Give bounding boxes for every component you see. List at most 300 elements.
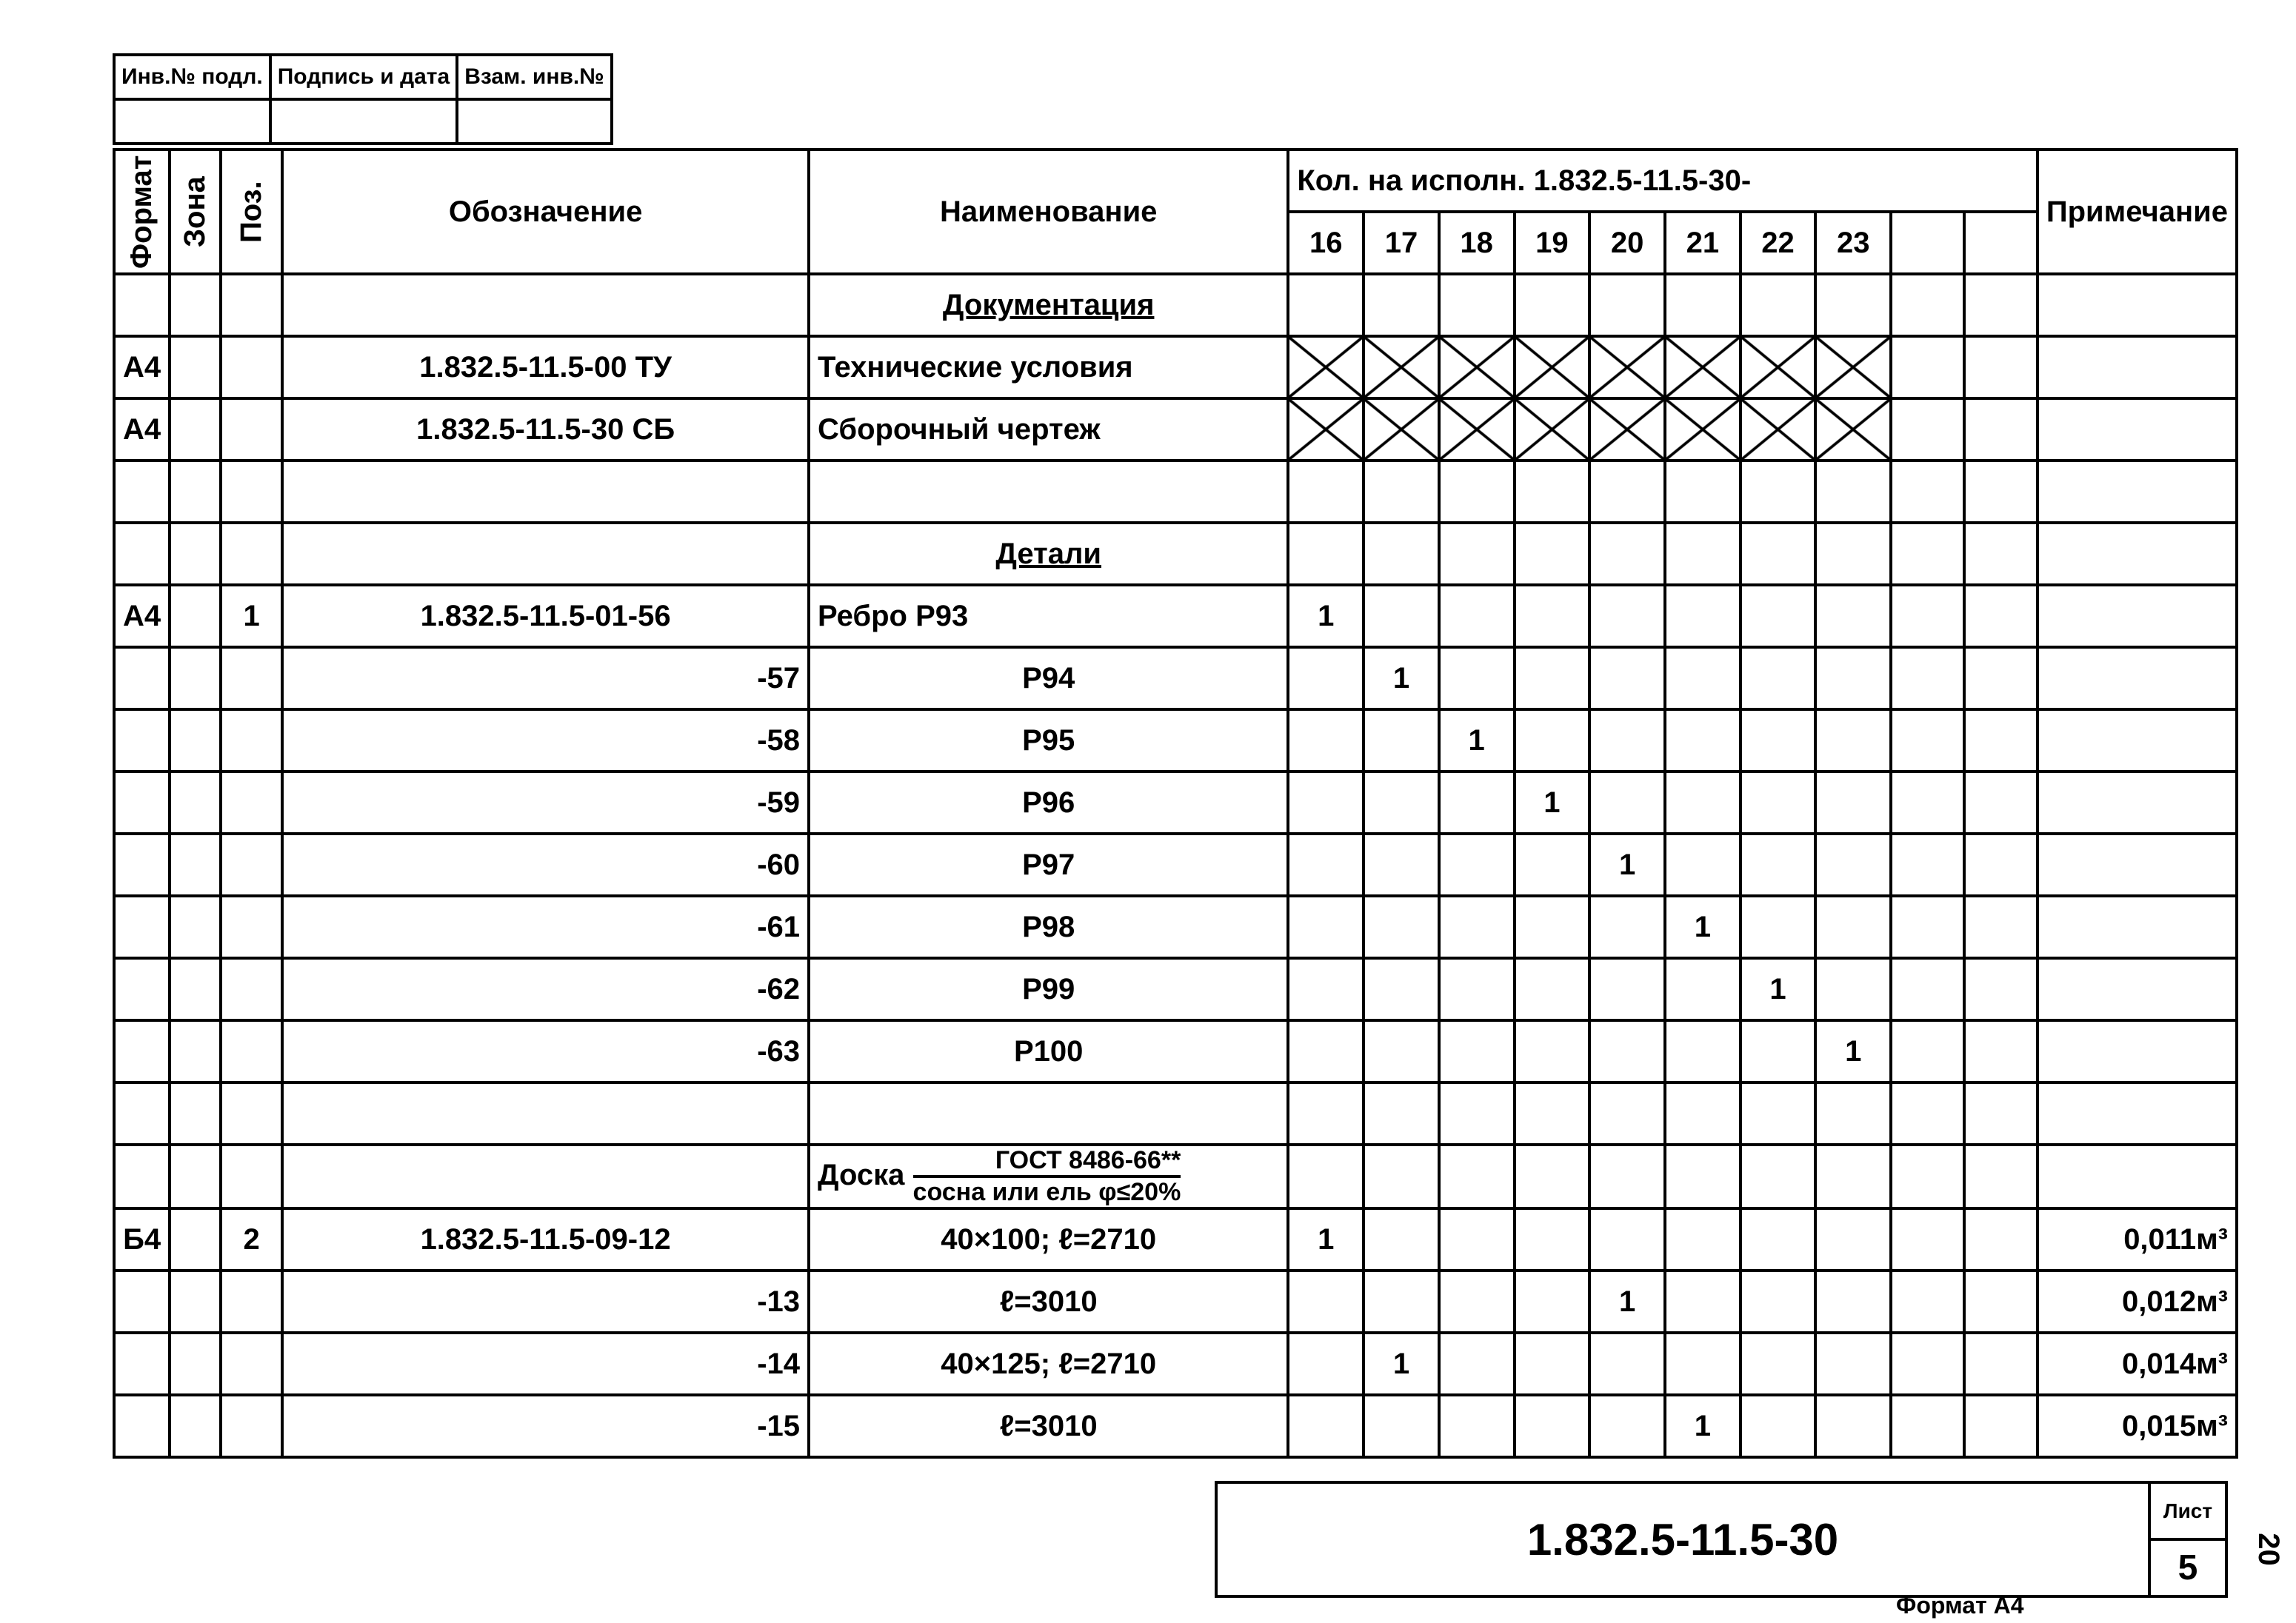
section-row (114, 523, 2237, 585)
quantity-cell (1288, 772, 1364, 834)
remarks-cell (2038, 896, 2237, 958)
table-row (114, 709, 2237, 772)
quantity-cell (1515, 1082, 1590, 1145)
quantity-cell (1665, 958, 1741, 1020)
quantity-cell (1364, 274, 1439, 336)
quantity-cell (1288, 647, 1364, 709)
quantity-cell (1364, 1208, 1439, 1271)
quantity-cell (1964, 772, 2038, 834)
quantity-cell (1439, 1395, 1515, 1457)
quantity-cell (1964, 1271, 2038, 1333)
quantity-cell (1665, 1208, 1741, 1271)
position-cell (221, 523, 282, 585)
designation-cell: -14 (282, 1333, 809, 1395)
quantity-cell (1589, 274, 1665, 336)
quantity-cell (1364, 1271, 1439, 1333)
header-name: Наименование (809, 150, 1288, 274)
board-material-spec (818, 1146, 1181, 1206)
quantity-cell (1288, 1395, 1364, 1457)
name-cell: Документация (809, 274, 1288, 336)
designation-cell (282, 274, 809, 336)
quantity-cell (1589, 647, 1665, 709)
name-cell: Ребро Р93 (809, 585, 1288, 647)
name-cell: Р99 (809, 958, 1288, 1020)
quantity-cell (1815, 585, 1891, 647)
variant-header: 23 (1815, 212, 1891, 274)
quantity-cell: 1 (1589, 834, 1665, 896)
remarks-cell (2038, 461, 2237, 523)
quantity-cell (1891, 523, 1964, 585)
quantity-cell (1815, 1271, 1891, 1333)
format-cell (114, 772, 170, 834)
quantity-cell (1665, 834, 1741, 896)
remarks-cell: 0,014м³ (2038, 1333, 2237, 1395)
remarks-cell (2038, 398, 2237, 461)
empty-row (114, 1082, 2237, 1145)
sheet-box (2148, 1484, 2225, 1595)
table-row (114, 398, 2237, 461)
position-cell (221, 958, 282, 1020)
quantity-cell (1515, 834, 1590, 896)
quantity-cell: 1 (1515, 772, 1590, 834)
quantity-cell (1741, 647, 1816, 709)
quantity-cell (1741, 461, 1816, 523)
quantity-cell (1515, 274, 1590, 336)
quantity-cell (1815, 1395, 1891, 1457)
quantity-cell (1665, 1333, 1741, 1395)
position-cell (221, 336, 282, 398)
table-row (114, 1271, 2237, 1333)
quantity-cell (1891, 772, 1964, 834)
zone-cell (170, 523, 221, 585)
quantity-cell (1364, 896, 1439, 958)
name-cell: Р94 (809, 647, 1288, 709)
quantity-cell (1364, 1395, 1439, 1457)
quantity-cell (1964, 896, 2038, 958)
format-label: Формат А4 (1896, 1592, 2024, 1619)
variant-header: 18 (1439, 212, 1515, 274)
zone-cell (170, 709, 221, 772)
remarks-cell (2038, 772, 2237, 834)
quantity-cell (1891, 274, 1964, 336)
format-cell: А4 (114, 585, 170, 647)
quantity-cell (1515, 1395, 1590, 1457)
zone-cell (170, 896, 221, 958)
sheet-label: Лист (2151, 1484, 2225, 1541)
quantity-cell (1815, 1145, 1891, 1208)
quantity-cell (1815, 523, 1891, 585)
name-cell: Детали (809, 523, 1288, 585)
quantity-cell (1439, 461, 1515, 523)
zone-cell (170, 958, 221, 1020)
position-cell (221, 1020, 282, 1082)
header-zone: Зона (170, 150, 221, 274)
quantity-cell (1515, 1208, 1590, 1271)
format-cell (114, 461, 170, 523)
remarks-cell: 0,015м³ (2038, 1395, 2237, 1457)
quantity-cell (1288, 834, 1364, 896)
table-row (114, 1333, 2237, 1395)
quantity-cell (1891, 1271, 1964, 1333)
quantity-cell (1439, 772, 1515, 834)
quantity-cell (1665, 1020, 1741, 1082)
remarks-cell (2038, 274, 2237, 336)
quantity-cell (1364, 709, 1439, 772)
quantity-cell (1815, 1208, 1891, 1271)
quantity-cell (1815, 647, 1891, 709)
quantity-cell (1891, 958, 1964, 1020)
quantity-cell: 1 (1815, 1020, 1891, 1082)
zone-cell (170, 1395, 221, 1457)
quantity-cell: 1 (1288, 1208, 1364, 1271)
name-cell: ℓ=3010 (809, 1395, 1288, 1457)
quantity-cell (1515, 1333, 1590, 1395)
quantity-cell (1964, 336, 2038, 398)
name-cell (809, 1082, 1288, 1145)
zone-cell (170, 1271, 221, 1333)
table-row (114, 336, 2237, 398)
specification-body (114, 274, 2237, 1457)
board-label: Доска (818, 1158, 905, 1191)
quantity-cell (1741, 274, 1816, 336)
name-cell: 40×100; ℓ=2710 (809, 1208, 1288, 1271)
quantity-cell (1891, 461, 1964, 523)
quantity-cell (1515, 461, 1590, 523)
quantity-cell: 1 (1589, 1271, 1665, 1333)
quantity-cell (1665, 336, 1741, 398)
position-cell (221, 709, 282, 772)
format-cell (114, 1020, 170, 1082)
quantity-cell (1515, 523, 1590, 585)
designation-cell: -15 (282, 1395, 809, 1457)
quantity-cell (1589, 772, 1665, 834)
name-cell: Р96 (809, 772, 1288, 834)
name-cell (809, 1145, 1288, 1208)
quantity-cell (1515, 398, 1590, 461)
quantity-cell (1741, 336, 1816, 398)
format-cell: А4 (114, 336, 170, 398)
quantity-cell (1288, 461, 1364, 523)
format-cell (114, 1333, 170, 1395)
zone-cell (170, 398, 221, 461)
quantity-cell (1665, 1082, 1741, 1145)
designation-cell: -61 (282, 896, 809, 958)
variant-header: 21 (1665, 212, 1741, 274)
quantity-cell (1288, 1333, 1364, 1395)
designation-cell: -60 (282, 834, 809, 896)
header-quantity: Кол. на исполн. 1.832.5-11.5-30- (1288, 150, 2037, 212)
quantity-cell (1665, 585, 1741, 647)
quantity-cell (1815, 1333, 1891, 1395)
designation-cell: -63 (282, 1020, 809, 1082)
quantity-cell (1515, 1145, 1590, 1208)
position-cell (221, 1333, 282, 1395)
table-row (114, 896, 2237, 958)
quantity-cell (1815, 709, 1891, 772)
quantity-cell (1288, 336, 1364, 398)
quantity-cell (1741, 834, 1816, 896)
designation-cell (282, 461, 809, 523)
stamp-cell (457, 99, 612, 144)
quantity-cell (1815, 461, 1891, 523)
quantity-cell (1665, 1271, 1741, 1333)
quantity-cell (1964, 1395, 2038, 1457)
quantity-cell (1364, 523, 1439, 585)
name-cell (809, 461, 1288, 523)
quantity-cell (1964, 523, 2038, 585)
designation-cell: -57 (282, 647, 809, 709)
quantity-cell (1364, 958, 1439, 1020)
quantity-cell (1815, 336, 1891, 398)
name-cell: Сборочный чертеж (809, 398, 1288, 461)
quantity-cell: 1 (1364, 647, 1439, 709)
zone-cell (170, 336, 221, 398)
board-standard: ГОСТ 8486-66** (913, 1146, 1181, 1178)
quantity-cell (1741, 772, 1816, 834)
position-cell: 2 (221, 1208, 282, 1271)
quantity-cell (1439, 647, 1515, 709)
table-row (114, 585, 2237, 647)
name-cell: Р100 (809, 1020, 1288, 1082)
quantity-cell (1964, 1145, 2038, 1208)
sheet-number: 5 (2177, 1548, 2198, 1587)
quantity-cell (1741, 1208, 1816, 1271)
quantity-cell (1589, 709, 1665, 772)
quantity-cell (1439, 1333, 1515, 1395)
format-cell: Б4 (114, 1208, 170, 1271)
quantity-cell (1891, 336, 1964, 398)
quantity-cell (1288, 1082, 1364, 1145)
document-code: 1.832.5-11.5-30 (1526, 1514, 1839, 1565)
quantity-cell (1439, 1208, 1515, 1271)
quantity-cell (1439, 274, 1515, 336)
quantity-cell (1891, 1145, 1964, 1208)
quantity-cell (1589, 585, 1665, 647)
name-cell: 40×125; ℓ=2710 (809, 1333, 1288, 1395)
table-row (114, 772, 2237, 834)
quantity-cell (1364, 336, 1439, 398)
quantity-cell (1741, 1395, 1816, 1457)
quantity-cell (1288, 709, 1364, 772)
quantity-cell: 1 (1288, 585, 1364, 647)
zone-cell (170, 1020, 221, 1082)
board-material: сосна или ель φ≤20% (912, 1178, 1181, 1206)
quantity-cell (1288, 274, 1364, 336)
quantity-cell (1439, 1271, 1515, 1333)
quantity-cell (1891, 585, 1964, 647)
quantity-cell (1364, 585, 1439, 647)
position-cell (221, 772, 282, 834)
quantity-cell (1964, 398, 2038, 461)
quantity-cell (1964, 958, 2038, 1020)
variant-header: 16 (1288, 212, 1364, 274)
quantity-cell (1964, 1333, 2038, 1395)
table-row (114, 1020, 2237, 1082)
quantity-cell (1741, 523, 1816, 585)
quantity-cell (1964, 1208, 2038, 1271)
quantity-cell (1515, 647, 1590, 709)
position-cell (221, 1271, 282, 1333)
quantity-cell (1891, 709, 1964, 772)
margin-number: 20 (2252, 1533, 2285, 1566)
stamp-header-signature: Подпись и дата (270, 55, 457, 99)
quantity-cell (1288, 398, 1364, 461)
table-row (114, 958, 2237, 1020)
remarks-cell (2038, 647, 2237, 709)
stamp-cell (270, 99, 457, 144)
quantity-cell (1589, 523, 1665, 585)
quantity-cell (1964, 585, 2038, 647)
quantity-cell: 1 (1364, 1333, 1439, 1395)
format-cell (114, 1395, 170, 1457)
designation-cell (282, 1082, 809, 1145)
table-row (114, 1395, 2237, 1457)
variant-header: 19 (1515, 212, 1590, 274)
name-cell: Р98 (809, 896, 1288, 958)
quantity-cell (1589, 1395, 1665, 1457)
approval-stamp (113, 53, 613, 145)
quantity-cell (1665, 274, 1741, 336)
quantity-cell (1891, 896, 1964, 958)
title-block (1215, 1481, 2228, 1598)
designation-cell: -59 (282, 772, 809, 834)
zone-cell (170, 1333, 221, 1395)
designation-cell (282, 1145, 809, 1208)
quantity-cell: 1 (1439, 709, 1515, 772)
quantity-cell (1439, 1020, 1515, 1082)
header-remarks: Примечание (2038, 150, 2237, 274)
quantity-cell (1364, 1145, 1439, 1208)
quantity-cell (1439, 834, 1515, 896)
quantity-cell (1741, 398, 1816, 461)
zone-cell (170, 461, 221, 523)
quantity-cell (1815, 398, 1891, 461)
quantity-cell (1665, 523, 1741, 585)
zone-cell (170, 585, 221, 647)
position-cell: 1 (221, 585, 282, 647)
zone-cell (170, 1145, 221, 1208)
format-cell (114, 896, 170, 958)
board-fraction (913, 1146, 1181, 1207)
quantity-cell (1288, 1020, 1364, 1082)
name-cell: ℓ=3010 (809, 1271, 1288, 1333)
quantity-cell (1589, 1208, 1665, 1271)
stamp-cell (114, 99, 270, 144)
table-row (114, 1208, 2237, 1271)
name-cell: Р95 (809, 709, 1288, 772)
zone-cell (170, 1082, 221, 1145)
quantity-cell (1741, 585, 1816, 647)
position-cell (221, 834, 282, 896)
quantity-cell (1964, 461, 2038, 523)
quantity-cell (1891, 1333, 1964, 1395)
quantity-cell (1589, 958, 1665, 1020)
quantity-cell (1815, 772, 1891, 834)
quantity-cell (1891, 834, 1964, 896)
format-cell (114, 647, 170, 709)
designation-cell: -13 (282, 1271, 809, 1333)
quantity-cell (1439, 585, 1515, 647)
designation-cell: 1.832.5-11.5-30 СБ (282, 398, 809, 461)
remarks-cell (2038, 958, 2237, 1020)
position-cell (221, 647, 282, 709)
quantity-cell (1891, 1082, 1964, 1145)
quantity-cell (1439, 958, 1515, 1020)
section-row (114, 274, 2237, 336)
stamp-header-replace: Взам. инв.№ (457, 55, 612, 99)
quantity-cell (1815, 834, 1891, 896)
format-cell (114, 523, 170, 585)
quantity-cell (1741, 1271, 1816, 1333)
quantity-cell (1439, 523, 1515, 585)
designation-cell: 1.832.5-11.5-09-12 (282, 1208, 809, 1271)
quantity-cell (1815, 274, 1891, 336)
position-cell (221, 1395, 282, 1457)
designation-cell: -58 (282, 709, 809, 772)
format-cell (114, 1082, 170, 1145)
zone-cell (170, 647, 221, 709)
zone-cell (170, 1208, 221, 1271)
position-cell (221, 896, 282, 958)
quantity-cell (1288, 523, 1364, 585)
stamp-header-inv: Инв.№ подл. (114, 55, 270, 99)
table-row (114, 834, 2237, 896)
quantity-cell (1439, 1145, 1515, 1208)
header-position: Поз. (221, 150, 282, 274)
quantity-cell (1288, 958, 1364, 1020)
format-cell (114, 274, 170, 336)
empty-row (114, 461, 2237, 523)
quantity-cell (1515, 709, 1590, 772)
quantity-cell (1439, 398, 1515, 461)
designation-cell (282, 523, 809, 585)
quantity-cell (1665, 461, 1741, 523)
variant-header: 17 (1364, 212, 1439, 274)
quantity-cell (1364, 834, 1439, 896)
quantity-cell (1515, 1020, 1590, 1082)
quantity-cell (1891, 1208, 1964, 1271)
remarks-cell (2038, 709, 2237, 772)
zone-cell (170, 772, 221, 834)
quantity-cell (1964, 1082, 2038, 1145)
remarks-cell (2038, 523, 2237, 585)
quantity-cell (1815, 896, 1891, 958)
format-cell (114, 1271, 170, 1333)
remarks-cell (2038, 1082, 2237, 1145)
quantity-cell (1964, 1020, 2038, 1082)
quantity-cell (1515, 1271, 1590, 1333)
quantity-cell (1741, 1082, 1816, 1145)
quantity-cell: 1 (1665, 896, 1741, 958)
quantity-cell (1741, 1333, 1816, 1395)
format-cell (114, 709, 170, 772)
quantity-cell (1288, 1271, 1364, 1333)
remarks-cell: 0,011м³ (2038, 1208, 2237, 1271)
quantity-cell (1891, 647, 1964, 709)
quantity-cell (1515, 585, 1590, 647)
table-row (114, 647, 2237, 709)
quantity-cell (1891, 398, 1964, 461)
variant-header (1891, 212, 1964, 274)
board-spec-row (114, 1145, 2237, 1208)
header-designation: Обозначение (282, 150, 809, 274)
quantity-cell (1364, 1082, 1439, 1145)
format-cell (114, 834, 170, 896)
quantity-cell (1364, 772, 1439, 834)
quantity-cell (1665, 709, 1741, 772)
quantity-cell (1665, 1145, 1741, 1208)
quantity-cell (1589, 1145, 1665, 1208)
